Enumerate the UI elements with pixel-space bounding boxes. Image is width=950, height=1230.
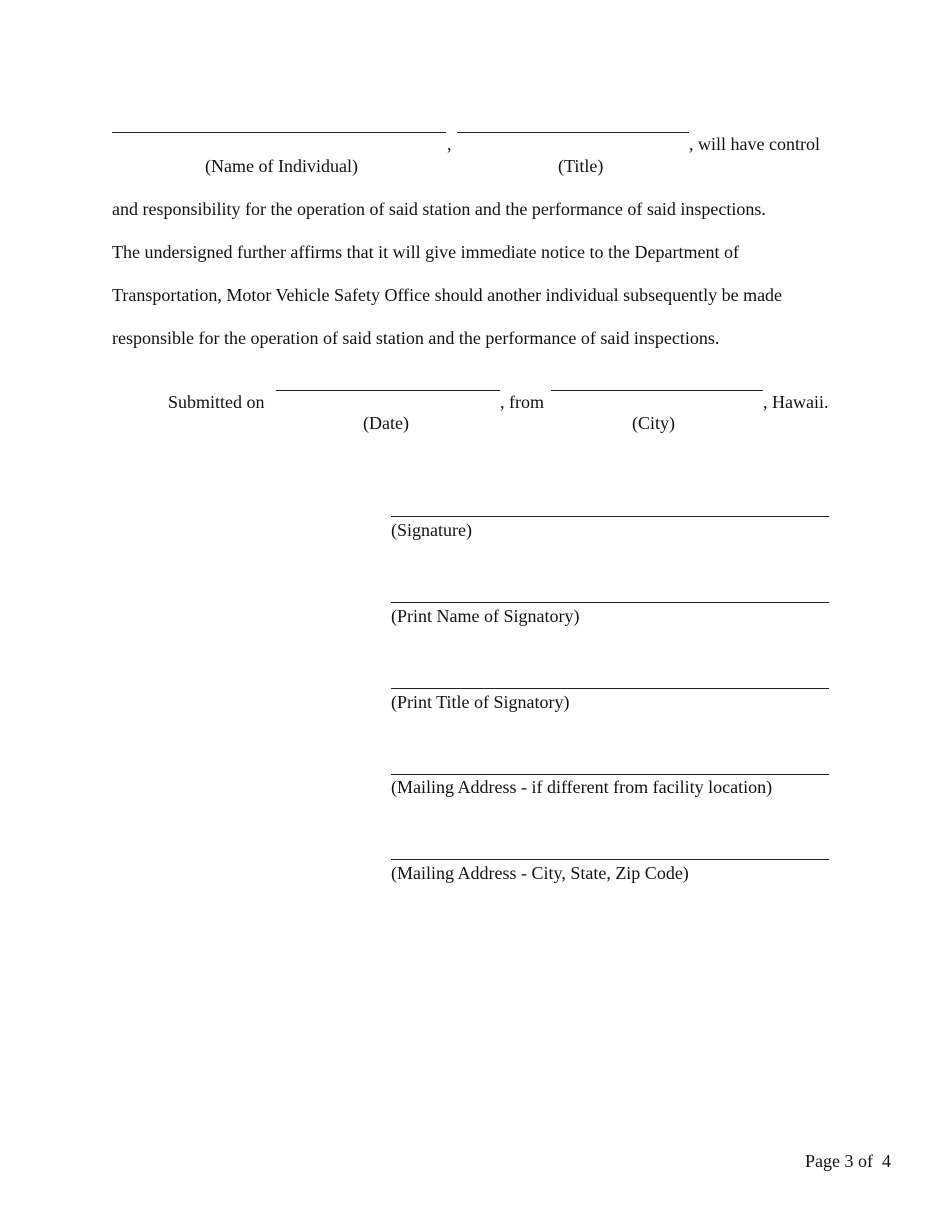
paragraph-line-3: Transportation, Motor Vehicle Safety Office should another individual subsequently be made xyxy=(112,285,783,305)
page-number: Page 3 of 4 xyxy=(805,1151,891,1171)
mailing-address-blank[interactable] xyxy=(391,774,829,775)
title-label: (Title) xyxy=(558,156,604,176)
top-comma: , xyxy=(447,134,452,154)
city-blank[interactable] xyxy=(551,390,763,391)
date-blank[interactable] xyxy=(276,390,500,391)
paragraph-line-2: The undersigned further affirms that it will give immediate notice to the Department of xyxy=(112,242,739,262)
paragraph-line-4: responsible for the operation of said station and the performance of said inspections. xyxy=(112,328,720,348)
print-name-label: (Print Name of Signatory) xyxy=(391,606,580,626)
will-have-control-text: , will have control xyxy=(689,134,820,154)
mailing-city-state-zip-blank[interactable] xyxy=(391,859,829,860)
from-text: , from xyxy=(500,392,544,412)
signature-blank[interactable] xyxy=(391,516,829,517)
name-of-individual-label: (Name of Individual) xyxy=(205,156,358,176)
hawaii-text: , Hawaii. xyxy=(763,392,829,412)
submitted-on-text: Submitted on xyxy=(168,392,265,412)
mailing-city-state-zip-label: (Mailing Address - City, State, Zip Code) xyxy=(391,863,689,883)
title-blank[interactable] xyxy=(457,132,689,133)
paragraph-line-1: and responsibility for the operation of said station and the performance of said inspections. xyxy=(112,199,766,219)
city-label: (City) xyxy=(632,413,675,433)
print-title-blank[interactable] xyxy=(391,688,829,689)
name-of-individual-blank[interactable] xyxy=(112,132,446,133)
signature-label: (Signature) xyxy=(391,520,472,540)
print-name-blank[interactable] xyxy=(391,602,829,603)
mailing-address-label: (Mailing Address - if different from facility location) xyxy=(391,777,773,797)
date-label: (Date) xyxy=(363,413,409,433)
print-title-label: (Print Title of Signatory) xyxy=(391,692,570,712)
